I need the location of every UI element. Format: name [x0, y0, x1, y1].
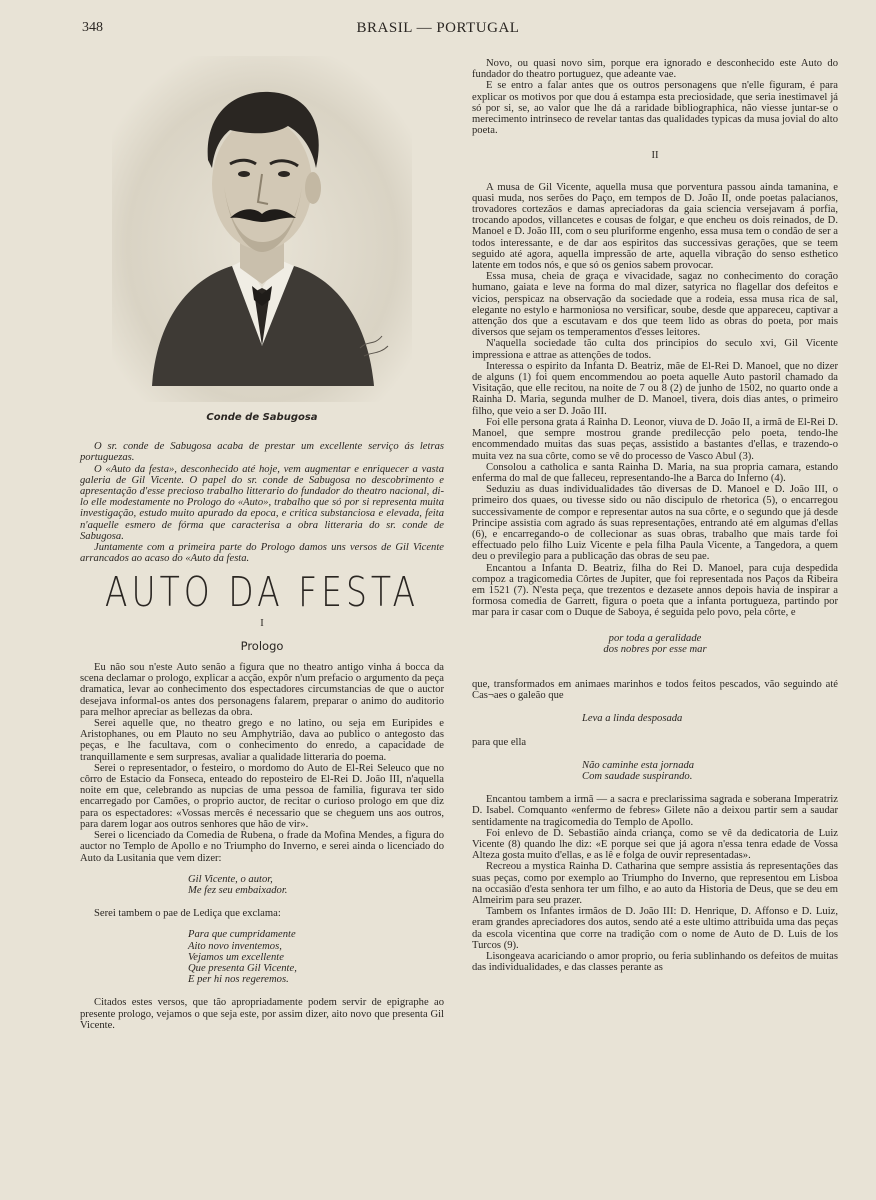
verse-line: Gil Vicente, o autor, [188, 873, 273, 885]
intro-paragraph: O «Auto da festa», desconhecido até hoje, vem augmentar e enriquecer a vasta galeria de Gil Vicente. O papel do sr. conde de Sabugosa no descobrimento e apresentação d'esse precioso trabalho litterario do fundador do theatro nacional, di-lo elle modestamente no Prologo do «Auto», trabalho que só por si representa muita investigação, estudo muito apurado da epoca, e critica substanciosa e elevada, feita n'aquelle esmero de fórma que caracterisa a obra litteraria do sr. conde de Sabugosa. [80, 463, 444, 542]
body-paragraph: que, transformados em animaes marinhos e todos feitos pescados, vão seguindo até Cas¬aes o galeão que [472, 678, 838, 702]
verse-line: Para que cumpridamente [188, 929, 296, 941]
body-paragraph: Serei aquelle que, no theatro grego e no latino, ou seja em Euripides e Aristophanes, ou em Plauto no seu Amphytrião, dava ao publico o antegosto das peças, e lhe facultava, com o conhecimento do enredo, a capacidade de tranquillamente e sem surpresas, avaliar a qualidade litteraria do poema. [80, 718, 444, 763]
verse-quote [80, 929, 444, 985]
verse-line: Não caminhe esta jornada [582, 759, 695, 771]
portrait-photo [112, 56, 412, 402]
intro-paragraph: Juntamente com a primeira parte do Prologo damos uns versos de Gil Vicente arrancados ao acaso do «Auto da festa. [80, 542, 444, 565]
right-column [472, 58, 838, 973]
running-title: BRASIL — PORTUGAL [356, 20, 520, 36]
verse-quote [472, 633, 838, 655]
body-paragraph: Encantou a Infanta D. Beatriz, filha do Rei D. Manoel, para cuja despedida compoz a tragicomedia Côrtes de Jupiter, que foi representada nos Paços da Ribeira em 1521 (7). N'esta peça, que trezentos e dezasete annos depois havia de inspirar a formosa comedia de Garrett, figura o poeta que a infanta portugueza, partindo por mar para ir casar com o Duque de Saboya, é seguida pelo povo, pela côrte, e [472, 562, 838, 619]
verse-quote [80, 874, 444, 896]
verse-line: dos nobres por esse mar [603, 643, 707, 655]
body-paragraph: E se entro a falar antes que os outros personagens que n'elle figuram, é para explicar os motivos por que dou á estampa esta preciosidade, que seria inestimavel já só por si, se, ao valor que lhe dá a raridade bibliographica, não viesse juntar-se o merecimento intrinseco de revelar tantas das qualidades typicas da musa jovial do alto poeta. [472, 80, 838, 137]
body-paragraph: A musa de Gil Vicente, aquella musa que porventura passou ainda tamanina, e quasi muda, nos serões do Paço, em tempos de D. João II, onde poetas palacianos, trovadores cortezãos e damas apreciadoras da gaia sciencia versejavam á porfia, trocando apodos, villancetes e cousas de folgar, e que encheu os dois reinados, de D. Manoel e D. João III, com o seu pluriforme engenho, essa musa tem o condão de ser a todos interessante, e de dar aos espiritos das successivas gerações, que se teem seguido até agora, aquella impressão de arte, aquella vibração do senso esthetico latente em todos nós, e que só os genios sabem provocar. [472, 181, 838, 272]
running-header [0, 20, 876, 44]
intro-note [80, 441, 444, 564]
body-paragraph: Serei o representador, o festeiro, o mordomo do Auto de El-Rei Seleuco que no côrro de Estacio da Fonseca, enteado do reposteiro de El-Rei D. João III, n'aquella noite em que, celebrando as nupcias de uma pessoa de familia, figurava ter sido encarregado por Camões, o proprio auctor, de recitar o curioso prologo em que diz para os espectadores: «Vossas mercês é necessario que se cheguem uns aos outros, para darem logar aos outros senhores que hão de vir». [80, 762, 444, 830]
body-paragraph: Essa musa, cheia de graça e vivacidade, sagaz no conhecimento do coração humano, gaiata e leve na forma do mal dizer, satyrica no flagellar dos defeitos e vicios, perspicaz na observação da sociedade que a rodeia, essa musa rica de sal, elegante no estylo e harmoniosa no versificar, soube, desde que appareceu, captivar a attenção dos que a escutavam e dos que teem lido as obras do poeta, por mais diversos que sejam os temperamentos d'esses leitores. [472, 271, 838, 339]
prologo-heading: Prologo [240, 638, 284, 653]
verse-line: Me fez seu embaixador. [188, 884, 288, 896]
left-column [80, 56, 444, 1031]
body-paragraph: Seduziu as duas individualidades tão diversas de D. Manoel e D. João III, o primeiro dos quaes, ou tivesse sido ou não discipulo de rhetorica (5), o encarregou successivamente de compor e representar autos na sua côrte, e o segundo que já desde Principe assistia com agrado ás suas representações, entrando até em algumas d'ellas (6), e encarregando-o de collecionar as suas obras, trabalho que mais tarde foi effectuado pelo filho Luiz Vicente e pela filha Paula Vicente, a Tangedora, a quem deu o previlegio para a publicação das obras de seu pae. [472, 484, 838, 563]
verse-line: por toda a geralidade [608, 632, 702, 644]
verse-quote [472, 760, 838, 782]
body-paragraph: Foi enlevo de D. Sebastião ainda criança, como se vê da dedicatoria de Luiz Vicente (8) quando lhe diz: «E porque sei que já agora n'essa tenra edade de Vossa Alteza gosta muito d'ellas, e as lê e folga de ouvir representadas». [472, 827, 838, 862]
verse-line: Vejamos um excellente [188, 951, 284, 963]
verse-line: Leva a linda desposada [582, 713, 683, 725]
body-paragraph: Citados estes versos, que tão apropriadamente podem servir de epigraphe ao presente prologo, vejamos o que seja este, por assim dizer, aito novo que presenta Gil Vicente. [80, 997, 444, 1031]
body-paragraph: para que ella [472, 736, 527, 748]
portrait-illustration [112, 56, 412, 402]
body-paragraph: Serei tambem o pae de Ledіça que exclama: [94, 908, 281, 920]
page-number: 348 [82, 20, 103, 35]
body-paragraph: Encantou tambem a irmã — a sacra e preclarissima sagrada e soberana Imperatriz D. Isabel. Comquanto «enfermo de febres» Gilete não a deixou partir sem a saudar sentidamente na tragicomedia do Templo de Apollo. [472, 794, 838, 828]
body-paragraph: Recreou a mystica Rainha D. Catharina que sempre assistia ás representações das suas peças, como por exemplo ao Triumpho do Inverno, que representou em Lisboa na occasião d'esta senhora ter um filho, e ao auto da Historia de Deus, que se deu em Almeirim para seu prazer. [472, 861, 838, 906]
body-paragraph: N'aquella sociedade tão culta dos principios do seculo xvi, Gil Vicente impressiona e attrae as attenções de todos. [472, 338, 838, 361]
body-paragraph: Eu não sou n'este Auto senão a figura que no theatro antigo vinha á bocca da scena declamar o prologo, explicar a acção, expôr n'um prefacio o argumento da peça dramatica, levar ao conhecimento dos espectadores circumstancias de que o auctor desejava informal-os antes dos personagens falarem, preparar o animo do auditorio para melhor apreciar as bellezas da obra. [80, 662, 444, 718]
body-paragraph: Tambem os Infantes irmãos de D. João III: D. Henrique, D. Affonso e D. Luiz, eram grandes apreciadores dos autos, sendo até a este ultimo attribuida uma das peças da escola vicentina que corre na tradição com o nome de Auto de D. Luis de los Turcos (9). [472, 906, 838, 951]
play-title: AUTO DA FESTA [104, 567, 420, 617]
verse-line: Com saudade suspirando. [582, 770, 693, 782]
section-number-two: II [651, 150, 659, 162]
body-paragraph: Consolou a catholica e santa Rainha D. Maria, na sua propria camara, estando enferma do mal de que falleceu, representando-lhe a Barca do Inferno (4). [472, 461, 838, 484]
verse-line: E per hi nos regeremos. [188, 974, 289, 986]
body-paragraph: Serei o licenciado da Comedia de Rubena, o frade da Mofina Mendes, a figura do auctor no Templo de Apollo e no Triumpho do Inverno, e serei ainda o licenciado do Auto da Lusitania que vem dizer: [80, 830, 444, 864]
verse-line: Que presenta Gil Vicente, [188, 962, 297, 974]
body-paragraph: Lisongeava acariciando o amor proprio, ou feria sublinhando os defeitos de muitas das individualidades, e das classes perante as [472, 951, 838, 974]
section-number-one: I [260, 617, 264, 629]
body-paragraph: Interessa o espirito da Infanta D. Beatriz, mãe de El-Rei D. Manoel, que no dizer de alguns (1) foi quem encommendou ao poeta aquelle Auto pastoril chamado da Visitação, que elle recitou, na noite de 7 ou 8 (2) de junho de 1502, no quarto onde a Rainha D. Maria, segunda mulher de D. Manoel, tivera, dois dias antes, o primeiro filho, que veio a ser D. João III. [472, 360, 838, 417]
body-paragraph: Foi elle persona grata á Rainha D. Leonor, viuva de D. João II, a irmã de El-Rei D. Manoel, que sempre mostrou grande predilecção pelo poeta, tendo-lhe encommendado muitas das suas peças, assistido a bastantes d'ellas, e trazendo-o muita vez na sua côrte, como se vê do processo de Vasco Abul (3). [472, 416, 838, 462]
verse-line: Aito novo inventemos, [188, 940, 282, 952]
body-paragraph: Novo, ou quasi novo sim, porque era ignorado e desconhecido este Auto do fundador do theatro portuguez, que adeante vae. [472, 58, 838, 81]
portrait-caption: Conde de Sabugosa [206, 412, 318, 423]
intro-paragraph: O sr. conde de Sabugosa acaba de prestar um excellente serviço ás letras portuguezas. [80, 441, 444, 464]
